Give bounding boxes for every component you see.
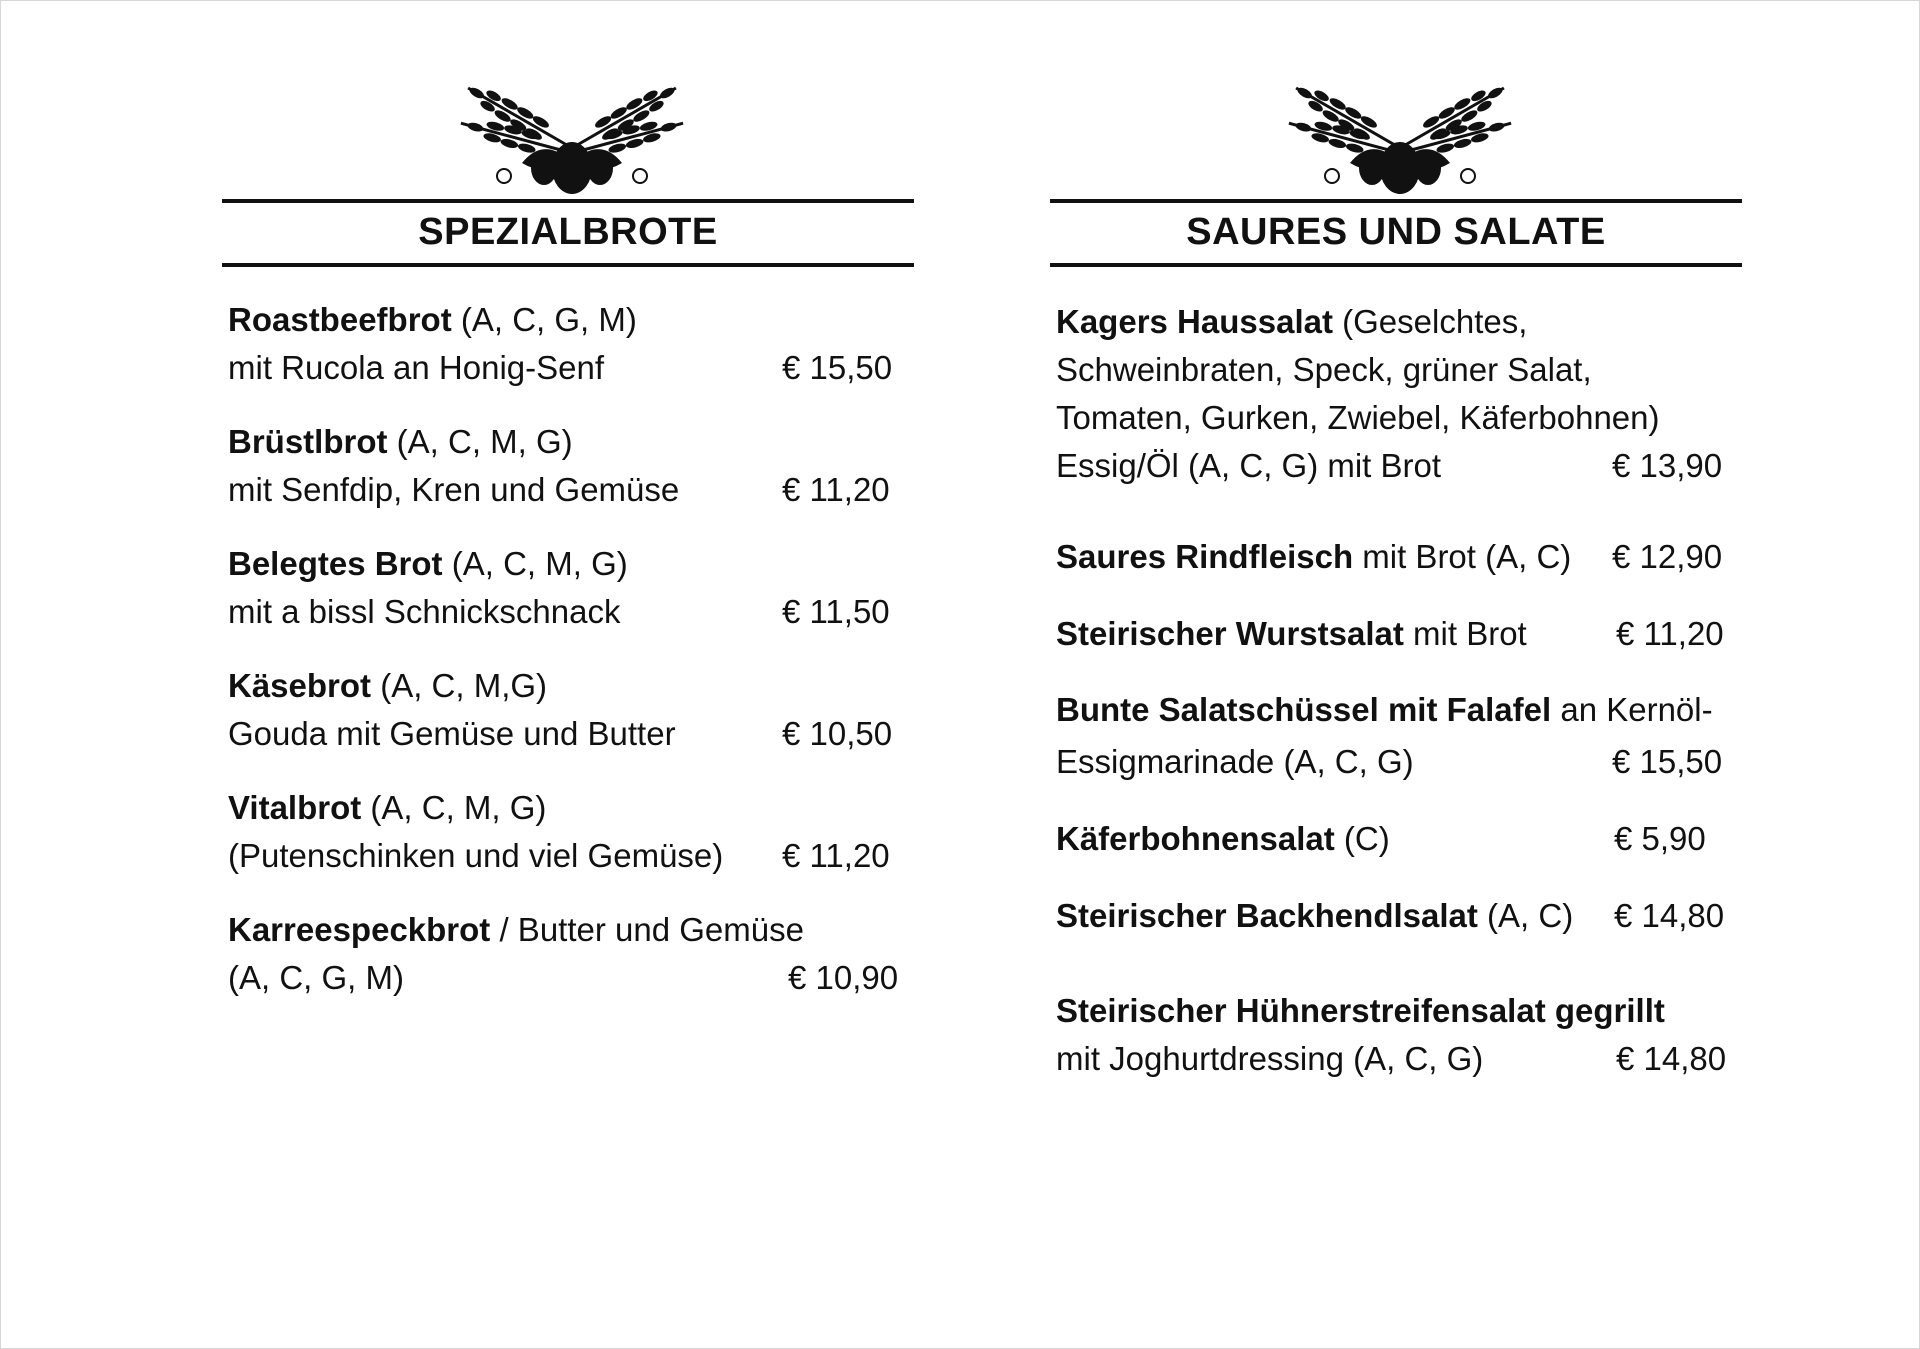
item-text: Essig/Öl (A, C, G) mit Brot <box>1056 447 1442 484</box>
item-text: Essigmarinade (A, C, G) <box>1056 743 1414 780</box>
item-price: € 11,20 <box>782 837 890 874</box>
item-allergens: (A, C, G, M) <box>451 301 637 338</box>
menu-item <box>1056 533 1746 581</box>
item-name: Karreespeckbrot <box>228 911 491 948</box>
wheat-hops-ornament-icon <box>422 68 722 198</box>
menu-item <box>1056 815 1746 863</box>
item-description: mit Senfdip, Kren und Gemüse <box>228 471 680 508</box>
item-price: € 13,90 <box>1612 447 1723 484</box>
item-name: Belegtes Brot <box>228 545 443 582</box>
item-text: Tomaten, Gurken, Zwiebel, Käferbohnen) <box>1056 399 1660 436</box>
item-allergens: (A, C, M, G) <box>387 423 573 460</box>
menu-item <box>1056 987 1746 1083</box>
item-price: € 14,80 <box>1614 897 1725 934</box>
wheat-hops-ornament-icon <box>1250 68 1550 198</box>
menu-item <box>228 662 918 758</box>
item-price: € 11,50 <box>782 593 890 630</box>
item-text: mit Brot (A, C) <box>1353 538 1572 575</box>
item-description: (A, C, G, M) <box>228 959 404 996</box>
section-title: SPEZIALBROTE <box>418 211 718 253</box>
menu-item <box>1056 892 1746 940</box>
item-extra: / Butter und Gemüse <box>490 911 804 948</box>
item-name: Roastbeefbrot <box>228 301 452 338</box>
menu-item <box>228 784 918 880</box>
item-price: € 15,50 <box>782 349 893 386</box>
item-text: mit Brot <box>1403 615 1527 652</box>
item-text: an Kernöl- <box>1551 691 1713 728</box>
item-text: (A, C) <box>1477 897 1574 934</box>
item-price: € 14,80 <box>1616 1040 1727 1077</box>
item-price: € 15,50 <box>1612 743 1723 780</box>
item-description: (Putenschinken und viel Gemüse) <box>228 837 724 874</box>
item-description: Gouda mit Gemüse und Butter <box>228 715 676 752</box>
menu-item <box>228 906 918 1002</box>
item-text: (Geselchtes, <box>1332 303 1528 340</box>
item-description: mit a bissl Schnickschnack <box>228 593 621 630</box>
item-allergens: (A, C, M, G) <box>361 789 547 826</box>
item-name: Kagers Haussalat <box>1056 303 1333 340</box>
item-price: € 12,90 <box>1612 538 1723 575</box>
menu-item <box>1056 610 1746 658</box>
menu-item <box>1056 686 1746 786</box>
item-price: € 11,20 <box>1616 615 1724 652</box>
item-name: Käsebrot <box>228 667 372 704</box>
item-text: (C) <box>1334 820 1390 857</box>
menu-item <box>228 418 918 514</box>
menu-item <box>228 540 918 636</box>
title-rule-top <box>1050 199 1742 203</box>
title-rule-bottom <box>1050 263 1742 267</box>
item-price: € 10,90 <box>788 959 899 996</box>
title-rule-bottom <box>222 263 914 267</box>
item-name: Vitalbrot <box>228 789 362 826</box>
item-name: Steirischer Backhendlsalat <box>1056 897 1478 934</box>
item-name: Steirischer Wurstsalat <box>1056 615 1404 652</box>
item-price: € 11,20 <box>782 471 890 508</box>
item-price: € 5,90 <box>1614 820 1706 857</box>
item-name: Bunte Salatschüssel mit Falafel <box>1056 691 1552 728</box>
item-price: € 10,50 <box>782 715 893 752</box>
item-allergens: (A, C, M,G) <box>371 667 548 704</box>
item-description: mit Rucola an Honig-Senf <box>228 349 605 386</box>
section-title: SAURES UND SALATE <box>1186 211 1606 253</box>
item-name: Saures Rindfleisch <box>1056 538 1354 575</box>
item-name: Steirischer Hühnerstreifensalat gegrillt <box>1056 992 1665 1029</box>
item-text: mit Joghurtdressing (A, C, G) <box>1056 1040 1484 1077</box>
item-allergens: (A, C, M, G) <box>442 545 628 582</box>
title-rule-top <box>222 199 914 203</box>
item-name: Brüstlbrot <box>228 423 388 460</box>
item-name: Käferbohnensalat <box>1056 820 1335 857</box>
menu-item <box>1056 298 1746 490</box>
menu-item <box>228 296 918 392</box>
item-text: Schweinbraten, Speck, grüner Salat, <box>1056 351 1592 388</box>
